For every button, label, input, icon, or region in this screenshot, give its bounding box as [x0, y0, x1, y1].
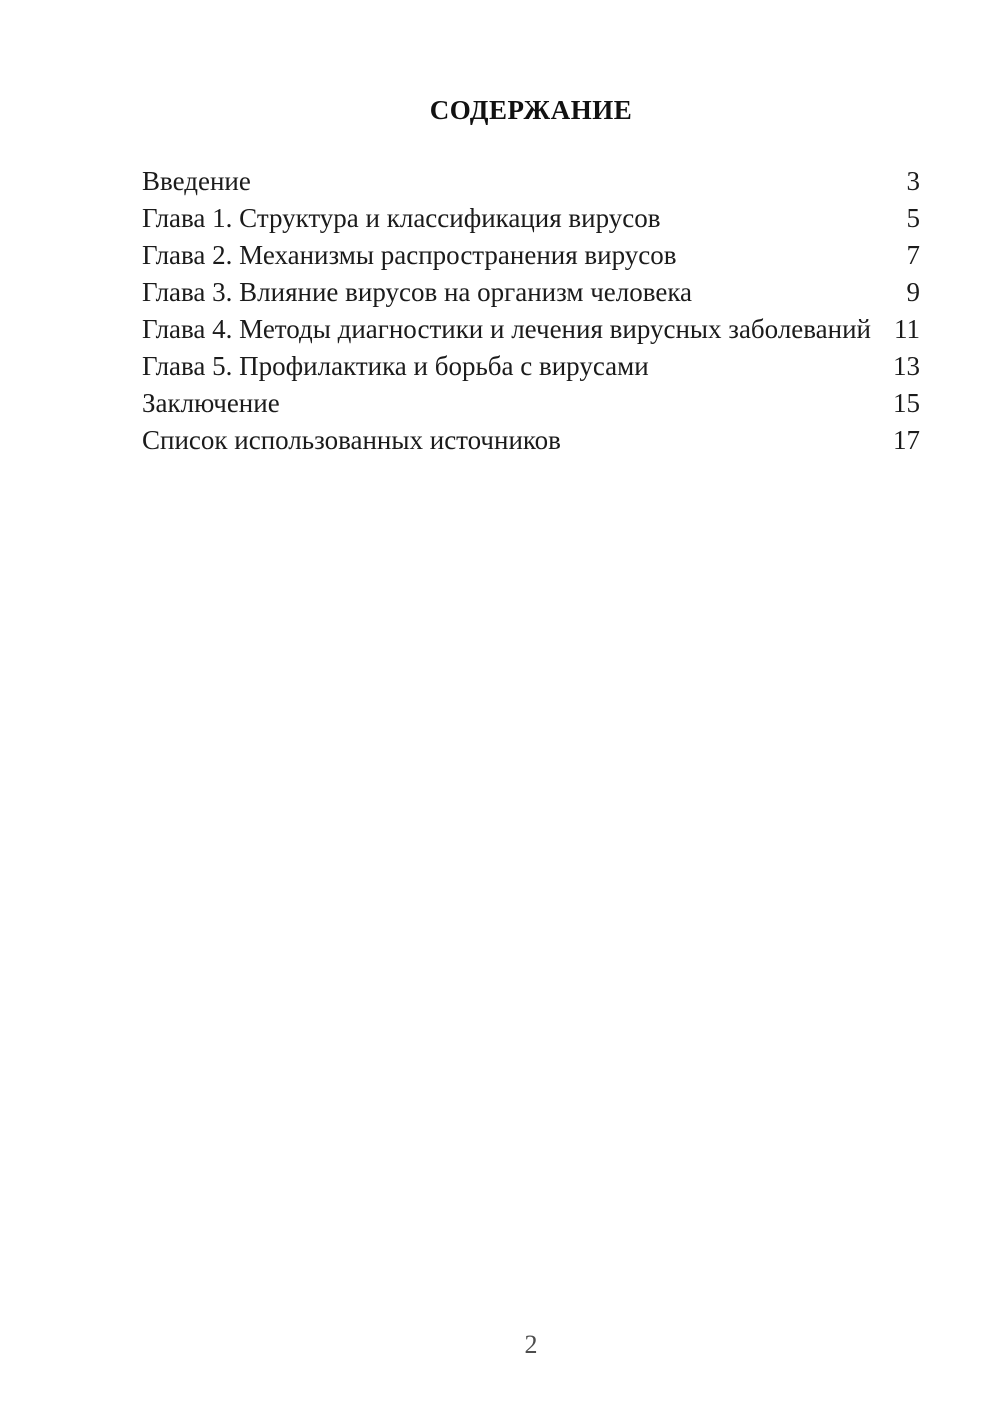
toc-entry-label: Глава 5. Профилактика и борьба с вирусами: [142, 351, 649, 381]
toc-entry-page-number: 7: [906, 240, 920, 270]
toc-entry: [142, 274, 920, 311]
page-title: СОДЕРЖАНИЕ: [429, 95, 633, 125]
toc-entry-page-number: 9: [906, 277, 920, 307]
toc-entry-page-number: 17: [893, 425, 920, 455]
toc-list: [142, 163, 920, 459]
toc-entry-label: Глава 2. Механизмы распространения вирусов: [142, 240, 677, 270]
toc-entry: [142, 422, 920, 459]
toc-entry-label: Заключение: [142, 388, 280, 418]
toc-entry-page-number: 15: [893, 388, 920, 418]
toc-entry-page-number: 11: [894, 314, 920, 344]
toc-entry: [142, 163, 920, 200]
toc-entry: [142, 311, 920, 348]
toc-entry-page-number: 13: [893, 351, 920, 381]
toc-entry: [142, 348, 920, 385]
footer-page-number: 2: [524, 1330, 538, 1359]
toc-entry-label: Глава 3. Влияние вирусов на организм человека: [142, 277, 693, 307]
toc-entry-page-number: 3: [906, 166, 920, 196]
toc-entry-label: Список использованных источников: [142, 425, 561, 455]
toc-entry: [142, 385, 920, 422]
toc-entry-label: Глава 4. Методы диагностики и лечения вирусных заболеваний: [142, 314, 871, 344]
toc-entry-label: Глава 1. Структура и классификация вирусов: [142, 203, 661, 233]
toc-entry-label: Введение: [142, 166, 251, 196]
toc-entry: [142, 237, 920, 274]
toc-entry-page-number: 5: [906, 203, 920, 233]
toc-entry: [142, 200, 920, 237]
